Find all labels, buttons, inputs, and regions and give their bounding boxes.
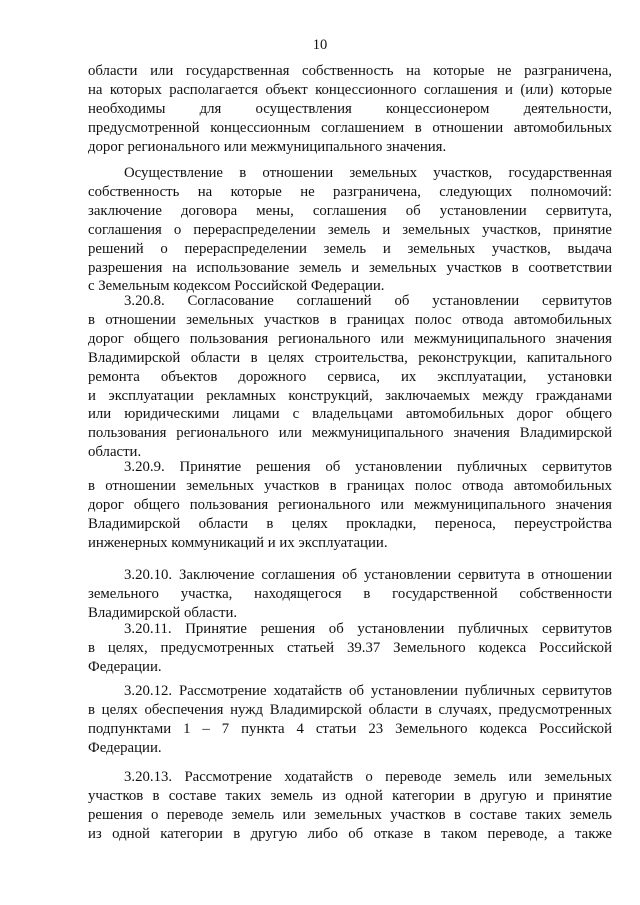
text-line: 3.20.12. Рассмотрение ходатайств об установлении публичных сервитутов — [124, 683, 612, 699]
paragraph-3-20-12 — [88, 682, 612, 758]
text-line: области или государственная собственность на которые не разграничена, — [88, 63, 612, 79]
paragraph-continuation — [88, 62, 612, 157]
text-line: 3.20.8. Согласование соглашений об установлении сервитутов — [124, 293, 612, 309]
text-line: инженерных коммуникаций и их эксплуатации. — [88, 534, 388, 551]
text-line: собственность на которые не разграничена, следующих полномочий: — [88, 183, 612, 200]
text-line: в целях обеспечения нужд Владимирской области в случаях, предусмотренных — [88, 701, 612, 718]
text-line: решения о переводе земель или земельных участков в составе таких земель — [88, 806, 612, 823]
text-line: в целях, предусмотренных статьей 39.37 Земельного кодекса Российской — [88, 639, 612, 656]
text-line: с Земельным кодексом Российской Федерации. — [88, 278, 385, 295]
text-line: Осуществление в отношении земельных участков, государственная — [124, 165, 612, 181]
text-line: Владимирской области. — [88, 604, 238, 621]
text-line: дорог общего пользования регионального или межмуниципального значения — [88, 330, 612, 347]
text-line: соглашения о перераспределении земель и земельных участков, принятие — [88, 221, 612, 238]
text-line: в отношении земельных участков в границах полос отвода автомобильных — [88, 311, 612, 328]
text-line: 3.20.13. Рассмотрение ходатайств о переводе земель или земельных — [124, 769, 612, 785]
text-line: или юридическими лицами с владельцами автомобильных дорог общего — [88, 406, 612, 423]
text-line: дорог регионального или межмуниципального значения. — [88, 138, 447, 155]
text-line: земельного участка, находящегося в государственной собственности — [88, 585, 612, 602]
text-line: участков в составе таких земель из одной категории в другую и принятие — [88, 787, 612, 804]
text-line: 3.20.11. Принятие решения об установлении публичных сервитутов — [124, 621, 612, 637]
text-line: пользования регионального или межмуниципального значения Владимирской — [88, 425, 612, 442]
page-number: 10 — [312, 37, 328, 53]
text-line: Владимирской области в целях прокладки, переноса, переустройства — [88, 515, 612, 532]
paragraph-powers — [88, 164, 612, 296]
paragraph-3-20-10 — [88, 566, 612, 623]
paragraph-3-20-13 — [88, 768, 612, 844]
text-line: ремонта объектов дорожного сервиса, их эксплуатации, установки — [88, 368, 612, 385]
text-line: решений о перераспределении земель и земельных участков, выдача — [88, 240, 612, 257]
text-line: подпунктами 1 – 7 пункта 4 статьи 23 Земельного кодекса Российской — [88, 720, 612, 737]
text-line: Федерации. — [88, 658, 162, 675]
text-line: и эксплуатации рекламных конструкций, заключаемых между гражданами — [88, 387, 612, 404]
text-line: в отношении земельных участков в границах полос отвода автомобильных — [88, 477, 612, 494]
text-line: Федерации. — [88, 739, 162, 756]
paragraph-3-20-9 — [88, 458, 612, 553]
text-line: на которых располагается объект концессионного соглашения и (или) которые — [88, 81, 612, 98]
text-line: разрешения на использование земель и земельных участков в соответствии — [88, 259, 612, 276]
text-line: Владимирской области в целях строительства, реконструкции, капитального — [88, 349, 612, 366]
text-line: предусмотренной концессионным соглашением в отношении автомобильных — [88, 119, 612, 136]
text-line: необходимы для осуществления концессионером деятельности, — [88, 100, 612, 117]
text-line: области. — [88, 444, 142, 461]
paragraph-3-20-8 — [88, 292, 612, 462]
text-line: дорог общего пользования регионального или межмуниципального значения — [88, 496, 612, 513]
text-line: заключение договора мены, соглашения об установлении сервитута, — [88, 202, 612, 219]
text-line: 3.20.9. Принятие решения об установлении публичных сервитутов — [124, 459, 612, 475]
text-line: из одной категории в другую либо об отказе в таком переводе, а также — [88, 825, 612, 842]
text-line: 3.20.10. Заключение соглашения об установлении сервитута в отношении — [124, 567, 612, 583]
paragraph-3-20-11 — [88, 620, 612, 677]
